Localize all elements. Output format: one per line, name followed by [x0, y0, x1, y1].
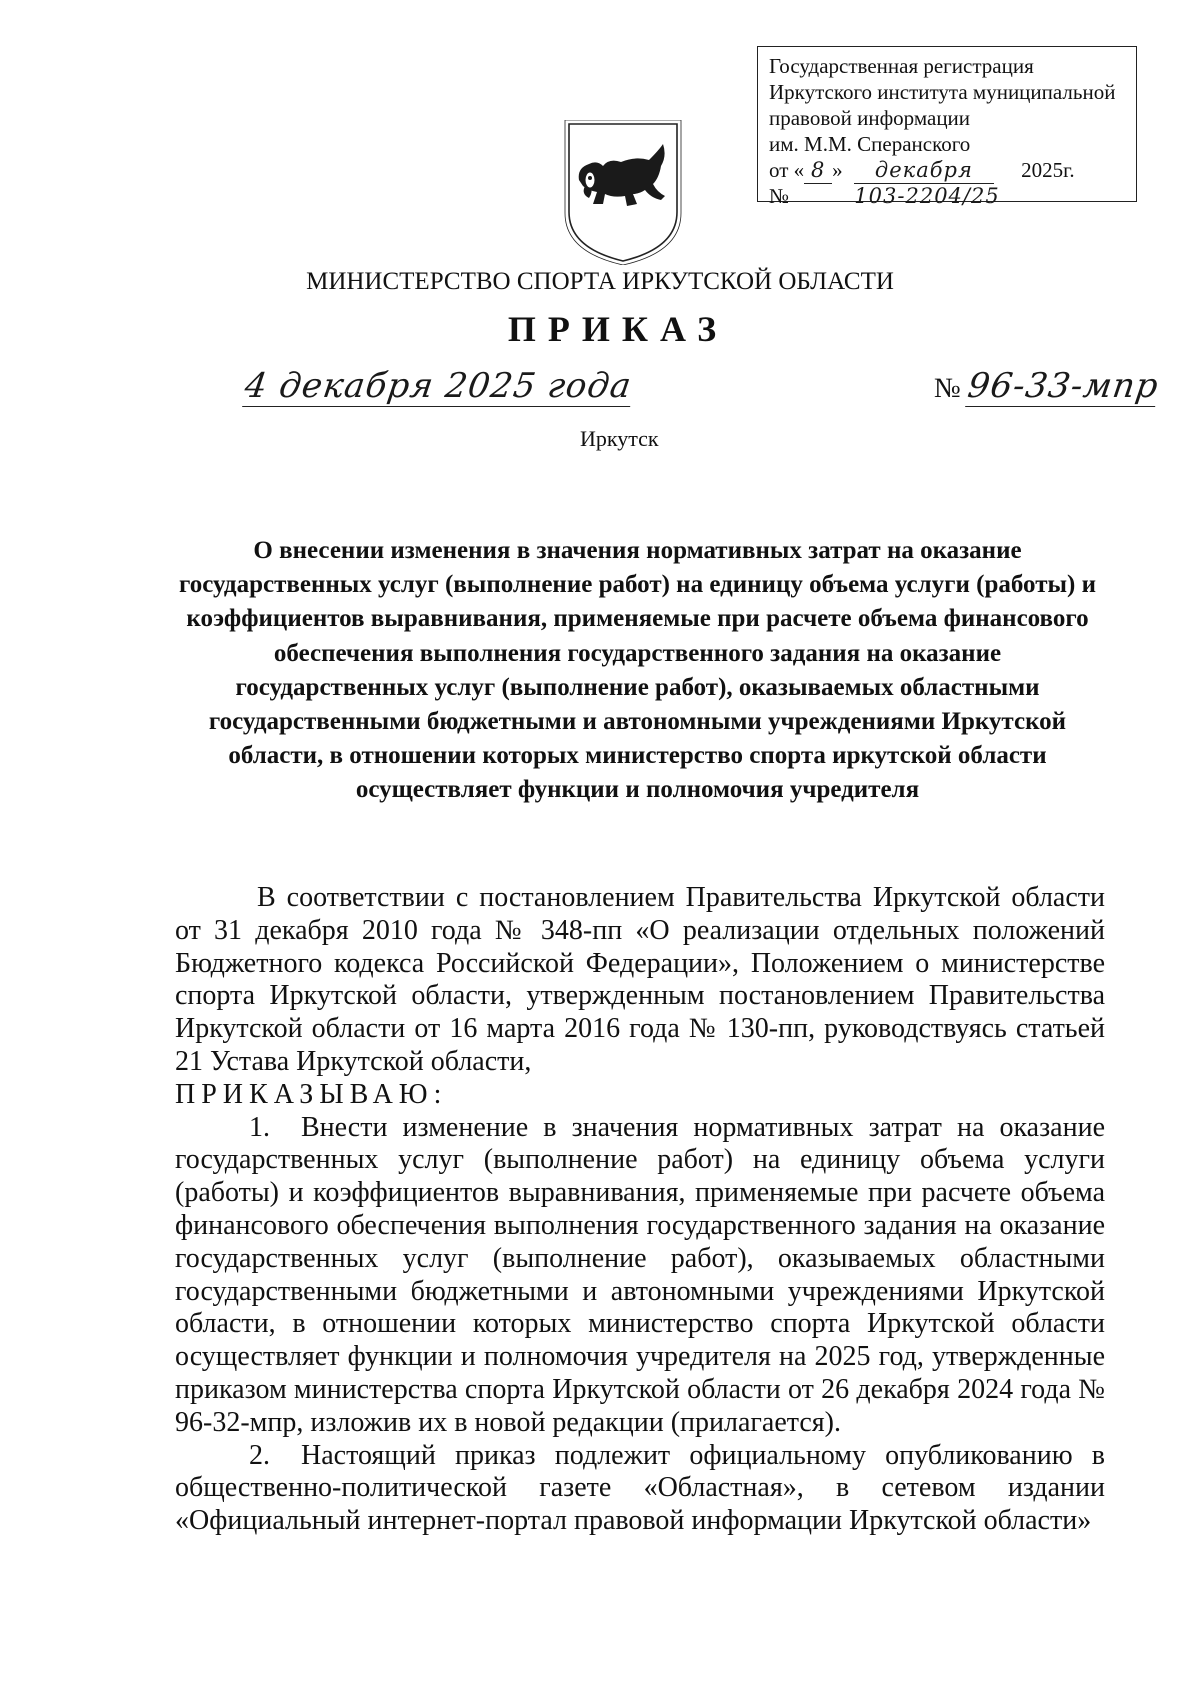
registration-stamp [757, 46, 1137, 208]
stamp-date-month: декабря [854, 157, 994, 184]
order-item [175, 1440, 1105, 1538]
item-text: Внести изменение в значения нормативных затрат на оказание государственных услуг (выполнение работ) на единицу объема услуги (работы) и коэффициентов выравнивания, применяемые при расчете объема финансового обеспечения выполнения государственного задания на оказание государственных услуг (выполнение работ), оказываемых областными государственными бюджетными и автономными учреждениями Иркутской области, в отношении которых министерство спорта Иркутской области осуществляет функции и полномочия учредителя на 2025 год, утвержденные приказом министерства спорта Иркутской области от 26 декабря 2024 года № 96-32-мпр, изложив их в новой редакции (прилагается). [175, 1111, 1105, 1438]
city: Иркутск [580, 426, 659, 451]
stamp-number: 103-2204/25 [854, 184, 1000, 208]
item-number: 2. [249, 1439, 270, 1471]
order-number-handwritten: 96-33-мпр [964, 366, 1161, 406]
stamp-date-day: 8 [804, 157, 832, 184]
stamp-date-row [769, 157, 1130, 183]
ministry-name: МИНИСТЕРСТВО СПОРТА ИРКУТСКОЙ ОБЛАСТИ [306, 268, 894, 295]
coat-of-arms-emblem [563, 120, 683, 265]
item-number: 1. [249, 1111, 270, 1143]
stamp-date-year: 2025г. [1021, 158, 1075, 182]
stamp-number-row [769, 183, 1130, 209]
order-item [175, 1112, 1105, 1440]
stamp-date-prefix: от « [769, 158, 805, 182]
stamp-line: правовой информации [769, 106, 971, 130]
document-body [175, 882, 1105, 1538]
order-number-prefix: № [934, 373, 961, 404]
stamp-line: Государственная регистрация [769, 54, 1034, 78]
preamble-paragraph: В соответствии с постановлением Правительства Иркутской области от 31 декабря 2010 года № 348-пп «О реализации отдельных положений Бюджетного кодекса Российской Федерации», Положением о министерстве спорта Иркутской области, утвержденным постановлением Правительства Иркутской области от 16 марта 2016 года № 130-пп, руководствуясь статьей 21 Устава Иркутской области, [175, 882, 1105, 1077]
stamp-number-prefix: № [769, 184, 790, 208]
order-title: ПРИКАЗ [507, 309, 729, 349]
order-word: ПРИКАЗЫВАЮ: [175, 1078, 448, 1110]
order-number [934, 366, 1161, 409]
document-heading: О внесении изменения в значения нормативных затрат на оказание государственных услуг (выполнение работ) на единицу объема услуги (работы) и коэффициентов выравнивания, применяемые при расчете объема финансового обеспечения выполнения государственного задания на оказание государственных услуг (выполнение работ), оказываемых областными государственными бюджетными и автономными учреждениями Иркутской области, в отношении которых министерство спорта иркутской области осуществляет функции и полномочия учредителя [179, 537, 1096, 804]
item-text: Настоящий приказ подлежит официальному опубликованию в общественно-политической газете «Областная», в сетевом издании «Официальный интернет-портал правовой информации Иркутской области» [175, 1439, 1105, 1537]
stamp-date-mid: » [832, 158, 843, 182]
order-date-handwritten: 4 декабря 2025 года [242, 366, 636, 407]
stamp-line: им. М.М. Сперанского [769, 132, 971, 156]
stamp-line: Иркутского института муниципальной [769, 80, 1116, 104]
